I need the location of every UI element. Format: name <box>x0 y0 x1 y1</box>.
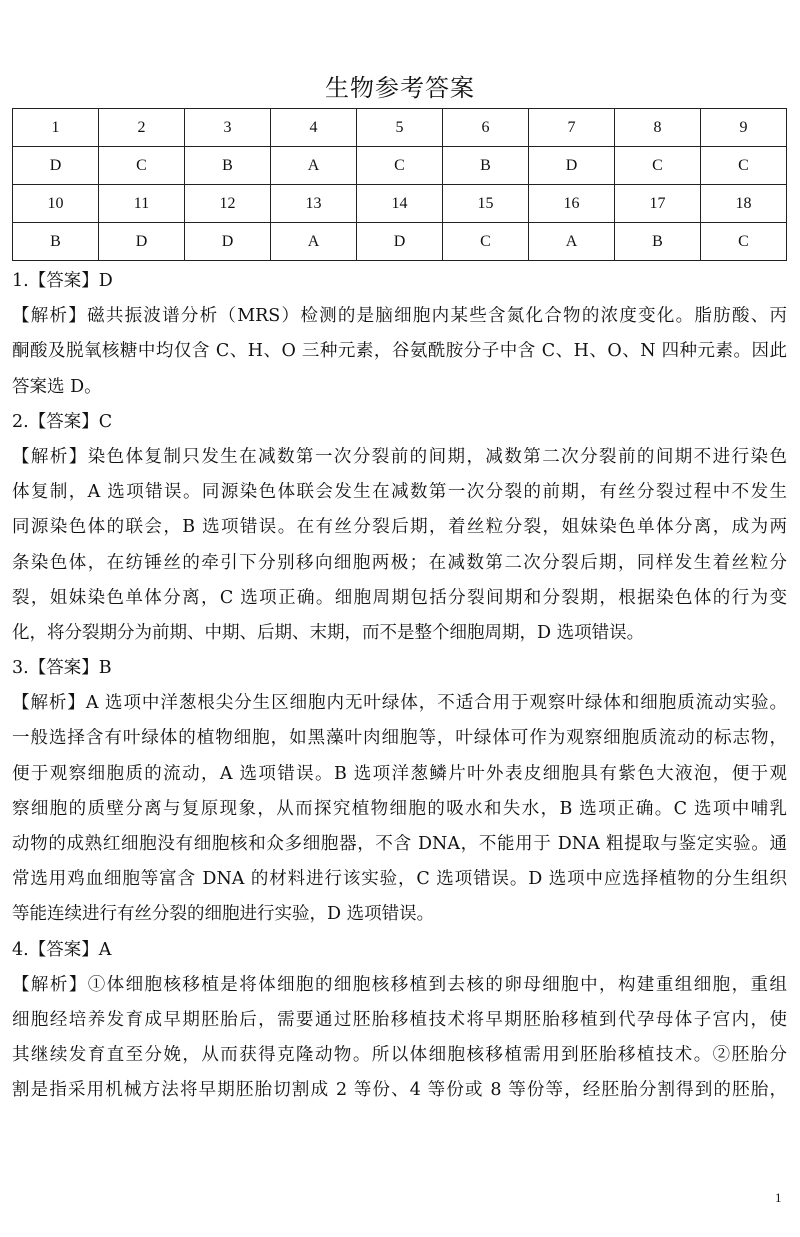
question-number-row <box>13 109 787 147</box>
question-number-cell: 7 <box>529 109 615 147</box>
answer-heading: 2.【答案】C <box>12 411 113 432</box>
answer-cell: B <box>615 223 701 261</box>
explanation-line: 动物的成熟红细胞没有细胞核和众多细胞器，不含 DNA，不能用于 DNA 粗提取与鉴定实验。通 <box>12 834 787 854</box>
explanation-line: 同源染色体的联会，B 选项错误。在有丝分裂后期，着丝粒分裂，姐妹染色单体分离，成为两 <box>12 517 787 538</box>
answer-cell: D <box>185 223 271 261</box>
explanation-line: 化，将分裂期分为前期、中期、后期、末期，而不是整个细胞周期，D 选项错误。 <box>12 622 645 643</box>
answer-cell: D <box>529 147 615 185</box>
answer-cell: C <box>701 147 787 185</box>
explanation-line: 等能连续进行有丝分裂的细胞进行实验，D 选项错误。 <box>12 904 435 925</box>
answer-row <box>13 147 787 185</box>
question-number-row <box>13 185 787 223</box>
answer-cell: C <box>357 147 443 185</box>
explanation-line: 酮酸及脱氧核糖中均仅含 C、H、O 三种元素，谷氨酰胺分子中含 C、H、O、N 四种元素。因此 <box>12 341 787 362</box>
answer-cell: B <box>443 147 529 185</box>
question-number-cell: 11 <box>99 185 185 223</box>
question-number-cell: 6 <box>443 109 529 147</box>
explanation-line: 常选用鸡血细胞等富含 DNA 的材料进行该实验，C 选项错误。D 选项中应选择植物的分生组织 <box>12 869 787 890</box>
answer-cell: D <box>357 223 443 261</box>
answer-cell: B <box>13 223 99 261</box>
answer-cell: B <box>185 147 271 185</box>
answer-cell: D <box>99 223 185 261</box>
explanation-line: 裂，姐妹染色单体分离，C 选项正确。细胞周期包括分裂间期和分裂期，根据染色体的行为变 <box>12 587 787 608</box>
answer-cell: C <box>443 223 529 261</box>
question-number-cell: 16 <box>529 185 615 223</box>
question-number-cell: 8 <box>615 109 701 147</box>
explanation-line: 答案选 D。 <box>12 376 102 397</box>
page-title: 生物参考答案 <box>325 74 475 102</box>
question-number-cell: 2 <box>99 109 185 147</box>
question-number-cell: 17 <box>615 185 701 223</box>
question-number-cell: 5 <box>357 109 443 147</box>
question-number-cell: 18 <box>701 185 787 223</box>
answer-heading: 1.【答案】D <box>12 271 113 291</box>
explanation-line: 其继续发育直至分娩，从而获得克隆动物。所以体细胞核移植需用到胚胎移植技术。②胚胎分 <box>12 1045 787 1066</box>
explanation-line: 【解析】磁共振波谱分析（MRS）检测的是脑细胞内某些含氮化合物的浓度变化。脂肪酸、丙 <box>12 306 787 327</box>
answer-heading: 3.【答案】B <box>12 658 112 679</box>
explanation-line: 【解析】①体细胞核移植是将体细胞的细胞核移植到去核的卵母细胞中，构建重组细胞，重组 <box>12 974 787 995</box>
explanation-line: 条染色体，在纺锤丝的牵引下分别移向细胞两极；在减数第二次分裂后期，同样发生着丝粒分 <box>12 552 787 573</box>
answer-cell: C <box>99 147 185 185</box>
question-number-cell: 12 <box>185 185 271 223</box>
question-number-cell: 15 <box>443 185 529 223</box>
answer-cell: C <box>615 147 701 185</box>
explanation-line: 【解析】A 选项中洋葱根尖分生区细胞内无叶绿体，不适合用于观察叶绿体和细胞质流动实验。 <box>12 693 787 714</box>
answer-cell: A <box>529 223 615 261</box>
explanation-line: 便于观察细胞质的流动，A 选项错误。B 选项洋葱鳞片叶外表皮细胞具有紫色大液泡，便于观 <box>12 763 787 784</box>
question-number-cell: 1 <box>13 109 99 147</box>
answer-cell: C <box>701 223 787 261</box>
question-number-cell: 3 <box>185 109 271 147</box>
page-number: 1 <box>775 1190 782 1205</box>
answer-heading: 4.【答案】A <box>12 939 112 960</box>
question-number-cell: 14 <box>357 185 443 223</box>
explanations <box>12 264 787 1109</box>
explanation-line: 【解析】染色体复制只发生在减数第一次分裂前的间期，减数第二次分裂前的间期不进行染色 <box>12 446 787 467</box>
explanation-line: 体复制，A 选项错误。同源染色体联会发生在减数第一次分裂的前期，有丝分裂过程中不发生 <box>12 482 787 503</box>
explanation-line: 细胞经培养发育成早期胚胎后，需要通过胚胎移植技术将早期胚胎移植到代孕母体子宫内，使 <box>12 1009 787 1030</box>
question-number-cell: 9 <box>701 109 787 147</box>
question-number-cell: 10 <box>13 185 99 223</box>
answer-row <box>13 223 787 261</box>
explanation-line: 察细胞的质壁分离与复原现象，从而探究植物细胞的吸水和失水，B 选项正确。C 选项中哺乳 <box>12 798 787 819</box>
explanation-line: 一般选择含有叶绿体的植物细胞，如黑藻叶肉细胞等，叶绿体可作为观察细胞质流动的标志物， <box>12 728 787 749</box>
question-number-cell: 13 <box>271 185 357 223</box>
answer-cell: A <box>271 147 357 185</box>
question-number-cell: 4 <box>271 109 357 147</box>
answer-cell: D <box>13 147 99 185</box>
answer-cell: A <box>271 223 357 261</box>
answer-table <box>12 108 787 261</box>
explanation-line: 割是指采用机械方法将早期胚胎切割成 2 等份、4 等份或 8 等份等，经胚胎分割得到的胚胎， <box>12 1080 787 1101</box>
